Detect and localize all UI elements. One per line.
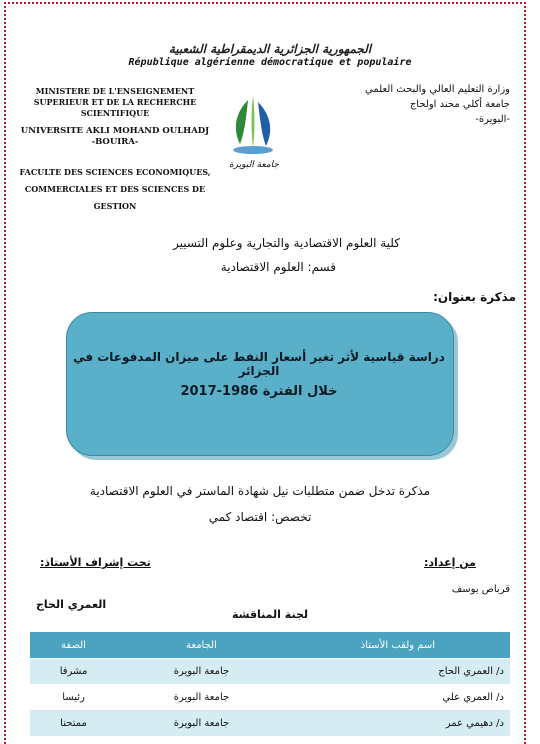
table-row <box>30 685 510 711</box>
university-logo <box>218 90 290 176</box>
republic-ar: الجمهورية الجزائرية الديمقراطية الشعبية <box>168 42 372 56</box>
description-line2: تخصص: اقتصاد كمي <box>208 510 312 524</box>
committee-title: لجنة المناقشة <box>231 608 308 621</box>
thesis-title-line2: خلال الفترة 1986-2017 <box>180 384 338 399</box>
member-name: د/ دهيمي عمر <box>286 711 510 737</box>
department-ar: قسم: العلوم الاقتصادية <box>220 260 336 274</box>
member-university: جامعة البويرة <box>117 685 286 711</box>
column-header-role: الصفة <box>30 632 117 659</box>
faculty-fr: FACULTE DES SCIENCES ECONOMIQUES, COMMERCIALES ET DES SCIENCES DE GESTION <box>19 167 211 211</box>
table-header-row <box>30 632 510 659</box>
column-header-university: الجامعة <box>117 632 286 659</box>
member-role: رئيسا <box>30 685 117 711</box>
table-row <box>30 711 510 737</box>
description-line1: مذكرة تدخل ضمن متطلبات نيل شهادة الماستر في العلوم الاقتصادية <box>89 484 431 498</box>
member-name: د/ العمري علي <box>286 685 510 711</box>
member-role: مشرفا <box>30 659 117 685</box>
logo-text: جامعة البويرة <box>229 160 279 170</box>
student-name: قرباص يوسف <box>451 584 510 595</box>
table-row <box>30 659 510 685</box>
republic-fr: République algérienne démocratique et populaire <box>128 57 412 68</box>
column-header-name: اسم ولقب الأستاذ <box>286 632 510 659</box>
ministry-fr: MINISTERE DE L'ENSEIGNEMENT SUPERIEUR ET DE LA RECHERCHE SCIENTIFIQUE <box>33 86 197 118</box>
member-university: جامعة البويرة <box>117 711 286 737</box>
university-fr: UNIVERSITE AKLI MOHAND OULHADJ -BOUIRA- <box>20 126 210 147</box>
committee-table <box>30 632 510 737</box>
faculty-ar: كلية العلوم الاقتصادية والتجارية وعلوم التسيير <box>172 236 400 250</box>
ministry-ar: وزارة التعليم العالي والبحث العلمي جامعة أكلي محند اولحاج -البويرة- <box>365 84 510 125</box>
member-name: د/ العمري الحاج <box>286 659 510 685</box>
member-university: جامعة البويرة <box>117 659 286 685</box>
member-role: ممتحنا <box>30 711 117 737</box>
supervisor-name: العمري الحاج <box>36 598 107 611</box>
supervisor-label: تحت إشراف الأستاذ: <box>40 556 151 569</box>
prepared-by-label: من إعداد: <box>424 556 476 569</box>
memo-label: مذكرة بعنوان: <box>433 290 516 304</box>
thesis-title-line1: دراسة قياسية لأثر تغير أسعار النفط على ميزان المدفوعات في الجزائر <box>73 350 445 378</box>
